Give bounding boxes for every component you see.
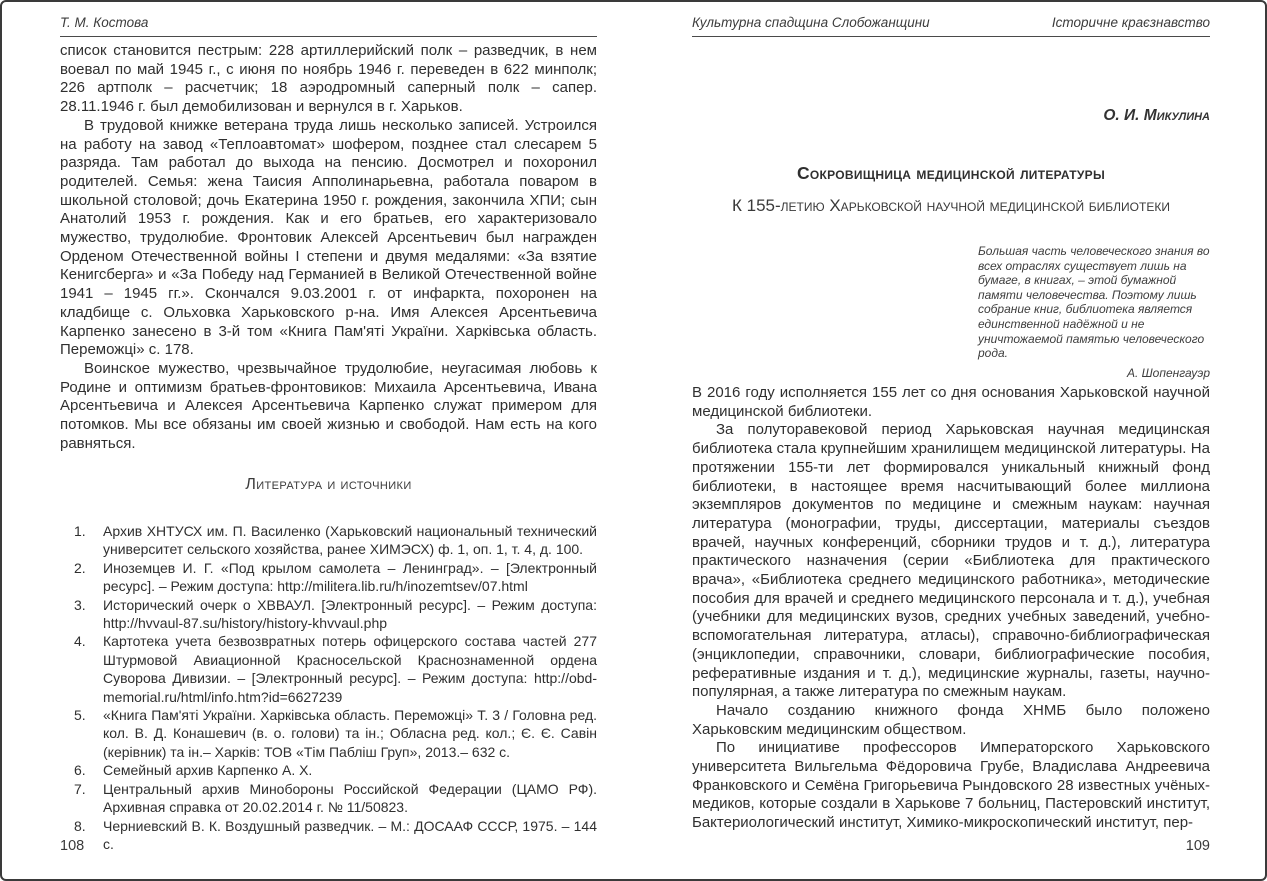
- running-header-section: Історичне краєзнавство: [1051, 15, 1210, 30]
- page-108-running-header: [60, 15, 597, 37]
- page-109-running-header: [692, 15, 1210, 37]
- epigraph-attribution: А. Шопенгауэр: [1126, 365, 1210, 380]
- reference-list: [60, 522, 597, 853]
- reference-item: [60, 632, 597, 706]
- paragraph: За полуторавековой период Харьковская научная медицинская библиотека стала крупнейшим хранилищем медицинской литературы. На протяжении 155-ти лет формировался уникальный книжный фонд библиотеки, в настоящее время насчитывающий более миллиона экземпляров документов по медицине и смежным наукам: научная литература (монографии, труды, диссертации, материалы съездов врачей, научных конференций, сборники трудов и т. д.), литература практического назначения (серии «Библиотека для практического врача», «Библиотека среднего медицинского работника», методические пособия для врачей и среднего медицинского персонала и т. д.), учебная (учебники для медицинских вузов, средних учебных заведений, учебно-вспомогательная литература, атласы), справочно-библиографическая (энциклопедии, справочники, словари, библиографические пособия, реферативные издания и т. д.), медицинские журналы, газеты, научно-популярная, а также литература по смежным наукам.: [692, 421, 1210, 701]
- article-title: Сокровищница медицинской литературы: [796, 163, 1106, 183]
- reference-item: [60, 706, 597, 761]
- reference-number: 7.: [74, 780, 86, 797]
- reference-number: 4.: [74, 633, 86, 650]
- reference-text: «Книга Пам'яті України. Харківська область. Переможці» Т. 3 / Головна ред. кол. В. Д. Конашевич (в. о. голови) та ін.; Обласна ред. кол.; Є. Є. Савін (керівник) та ін.– Харків: ТОВ «Тім Пабліш Груп», 2013.– 632 с.: [103, 707, 597, 760]
- reference-text: Черниевский В. К. Воздушный разведчик. – М.: ДОСААФ СССР, 1975. – 144 с.: [103, 817, 597, 852]
- reference-item: [60, 596, 597, 633]
- reference-number: 6.: [74, 762, 86, 779]
- reference-text: Иноземцев И. Г. «Под крылом самолета – Ленинград». – [Электронный ресурс]. – Режим доступа: http://militera.lib.ru/h/inozemtsev/07.html: [103, 559, 597, 595]
- literature-sources-heading: Литература и источники: [245, 476, 412, 493]
- reference-text: Картотека учета безвозвратных потерь офицерского состава частей 277 Штурмовой Авиационной Красносельской Краснознаменной ордена Суворова Дивизии. – [Электронный ресурс]. – Режим доступа: http://obd-memorial.ru/html/info.htm?id=6627239: [103, 633, 597, 705]
- paragraph: Воинское мужество, чрезвычайное трудолюбие, неугасимая любовь к Родине и оптимизм братьев-фронтовиков: Михаила Арсентьевича, Ивана Арсентьевича и Алексея Арсентьевича Карпенко служат примером для потомков. Мы все обязаны им своей жизнью и свободой. Нам есть на кого равняться.: [60, 359, 597, 452]
- reference-number: 2.: [74, 559, 86, 576]
- reference-item: [60, 522, 597, 559]
- page-109-body: [692, 384, 1210, 833]
- paragraph: По инициативе профессоров Императорского Харьковского университета Вильгельма Фёдоровича Грубе, Владислава Андреевича Франковского и Семёна Григорьевича Рындовского 28 известных учёных-медиков, которые создали в Харькове 7 больниц, Пастеровский институт, Бактериологический институт, Химико-микроскопический институт, пер-: [692, 739, 1210, 832]
- reference-item: [60, 559, 597, 596]
- article-subtitle: К 155-летию Харьковской научной медицинской библиотеки: [732, 196, 1170, 215]
- reference-text: Центральный архив Минобороны Российской Федерации (ЦАМО РФ). Архивная справка от 20.02.2014 г. № 11/50823.: [103, 780, 597, 816]
- paragraph: В трудовой книжке ветерана труда лишь несколько записей. Устроился на работу на завод «Теплоавтомат» шофером, позднее стал слесарем 5 разряда. Там работал до выхода на пенсию. Досмотрел и похоронил родителей. Семья: жена Таисия Апполинарьевна, работала поваром в школьной столовой; дочь Екатерина 1950 г. рождения, закончила ХПИ; сын Анатолий 1953 г. рождения. Как и его братьев, его характеризовало мужество, трудолюбие. Фронтовик Алексей Арсентьевич был награжден Орденом Отечественной войны I степени и двумя медалями: «За взятие Кенигсберга» и «За Победу над Германией в Великой Отечественной войне 1941 – 1945 гг.». Скончался 9.03.2001 г. от инфаркта, похоронен на кладбище с. Ольховка Харьковского р-на. Имя Алексея Арсентьевича Карпенко занесено в 3-й том «Книга Пам'яті України. Харківська область. Переможці» с. 178.: [60, 116, 597, 359]
- reference-text: Архив ХНТУСХ им. П. Василенко (Харьковский национальный технический университет сельского хозяйства, ранее ХИМЭСХ) ф. 1, оп. 1, т. 4, д. 100.: [103, 523, 597, 558]
- page-number-109: 109: [1185, 838, 1210, 854]
- page-108: [60, 2, 597, 879]
- page-108-body: [60, 42, 597, 453]
- running-header-series: Культурна спадщина Слобожанщини: [692, 15, 930, 30]
- epigraph-text: Большая часть человеческого знания во всех отраслях существует лишь на бумаге, в книгах, – этой бумажной памяти человечества. Поэтому лишь собрание книг, библиотека является единственной надёжной и не уничтожаемой памятью человеческого рода.: [978, 244, 1210, 361]
- paragraph: Начало созданию книжного фонда ХНМБ было положено Харьковским медицинским обществом.: [692, 701, 1210, 738]
- reference-text: Исторический очерк о ХВВАУЛ. [Электронный ресурс]. – Режим доступа: http://hvvaul-87.su/history/history-khvvaul.php: [103, 596, 597, 632]
- page-number-108: 108: [60, 838, 85, 854]
- reference-item: [60, 817, 597, 854]
- reference-item: [60, 761, 597, 779]
- paragraph: список становится пестрым: 228 артиллерийский полк – разведчик, в нем воевал по май 1945 г., с июня по ноябрь 1946 г. переведен в 622 минполк; 226 артполк – расчетчик; 18 аэродромный саперный полк – сапер. 28.11.1946 г. был демобилизован и вернулся в г. Харьков.: [60, 42, 597, 116]
- page-109: [692, 2, 1210, 879]
- epigraph-block: [978, 244, 1210, 380]
- reference-number: 5.: [74, 707, 86, 724]
- reference-number: 1.: [74, 523, 86, 539]
- reference-text: Семейный архив Карпенко А. Х.: [103, 762, 313, 779]
- running-header-author: Т. М. Костова: [60, 15, 149, 30]
- reference-number: 8.: [74, 817, 86, 834]
- article-author: О. И. Микулина: [1103, 107, 1210, 124]
- reference-number: 3.: [74, 596, 86, 613]
- paragraph: В 2016 году исполняется 155 лет со дня основания Харьковской научной медицинской библиотеки.: [692, 384, 1210, 420]
- reference-item: [60, 780, 597, 817]
